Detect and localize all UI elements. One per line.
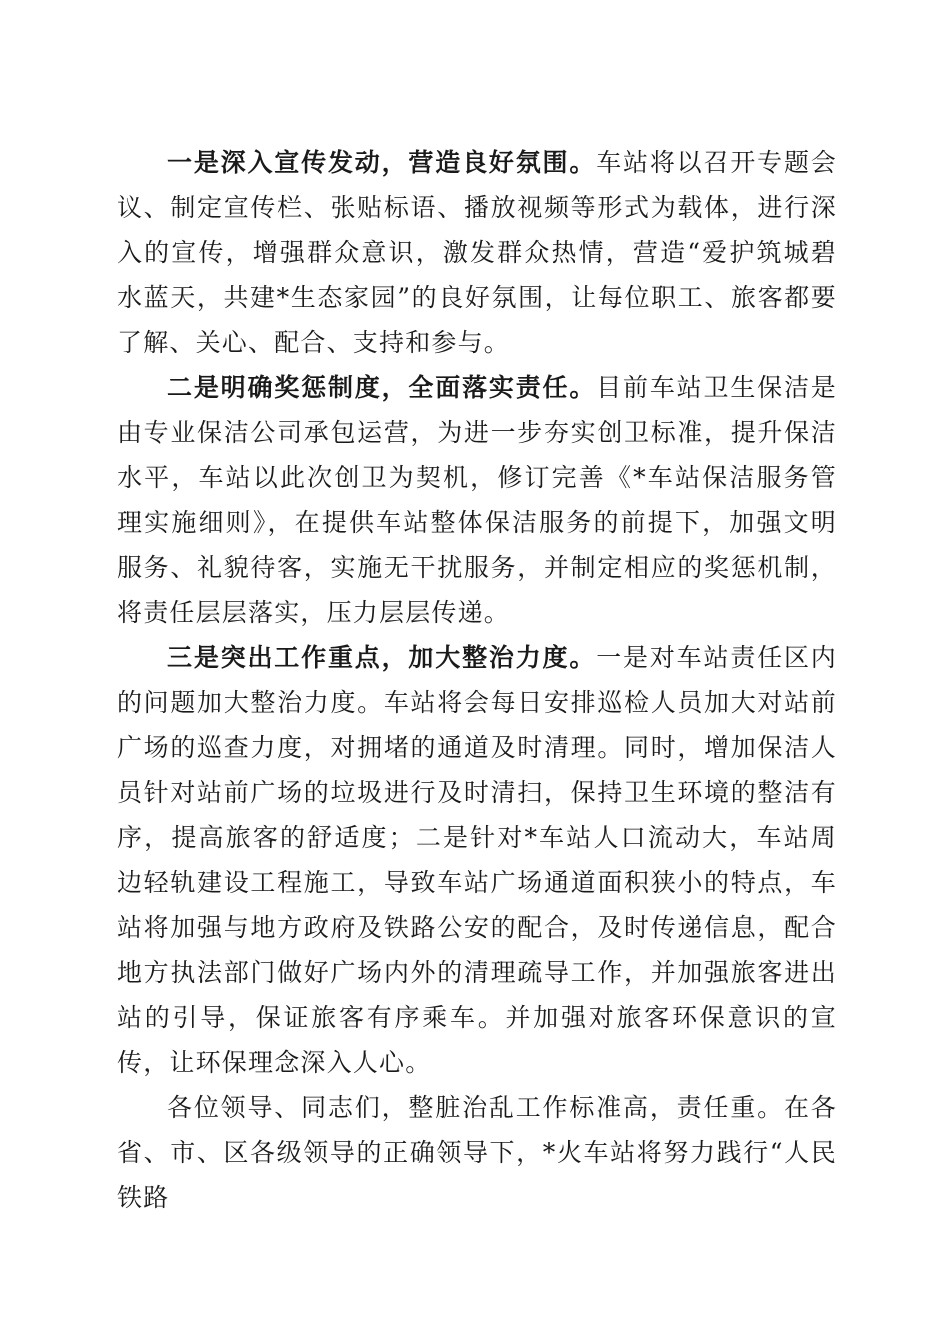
paragraph-publicity [117, 140, 837, 365]
paragraph-heading: 一是深入宣传发动，营造良好氛围。 [167, 148, 597, 177]
paragraph-closing [117, 1085, 837, 1212]
paragraph-text: 一是对车站责任区内的问题加大整治力度。车站将会每日安排巡检人员加大对站前广场的巡查力度，对拥堵的通道及时清理。同时，增加保洁人员针对站前广场的垃圾进行及时清扫，保持卫生环境的整洁有序，提高旅客的舒适度；二是针对*车站人口流动大，车站周边轻轨建设工程施工，导致车站广场通道面积狭小的特点，车站将加强与地方政府及铁路公安的配合，及时传递信息，配合地方执法部门做好广场内外的清理疏导工作，并加强旅客进出站的引导，保证旅客有序乘车。并加强对旅客环保意识的宣传，让环保理念深入人心。 [117, 643, 837, 1077]
document-body [117, 140, 837, 1212]
paragraph-heading: 三是突出工作重点，加大整治力度。 [167, 643, 597, 672]
paragraph-key-work [117, 635, 837, 1085]
paragraph-text: 各位领导、同志们，整脏治乱工作标准高，责任重。在各省、市、区各级领导的正确领导下，*火车站将努力践行“人民铁路 [117, 1093, 837, 1212]
paragraph-text: 车站将以召开专题会议、制定宣传栏、张贴标语、播放视频等形式为载体，进行深入的宣传，增强群众意识，激发群众热情，营造“爱护筑城碧水蓝天，共建*生态家园”的良好氛围，让每位职工、旅客都要了解、关心、配合、支持和参与。 [117, 148, 837, 357]
paragraph-rewards-penalties [117, 365, 837, 635]
paragraph-heading: 二是明确奖惩制度，全面落实责任。 [167, 373, 597, 402]
paragraph-text: 目前车站卫生保洁是由专业保洁公司承包运营，为进一步夯实创卫标准，提升保洁水平，车站以此次创卫为契机，修订完善《*车站保洁服务管理实施细则》，在提供车站整体保洁服务的前提下，加强文明服务、礼貌待客，实施无干扰服务，并制定相应的奖惩机制，将责任层层落实，压力层层传递。 [117, 373, 837, 627]
